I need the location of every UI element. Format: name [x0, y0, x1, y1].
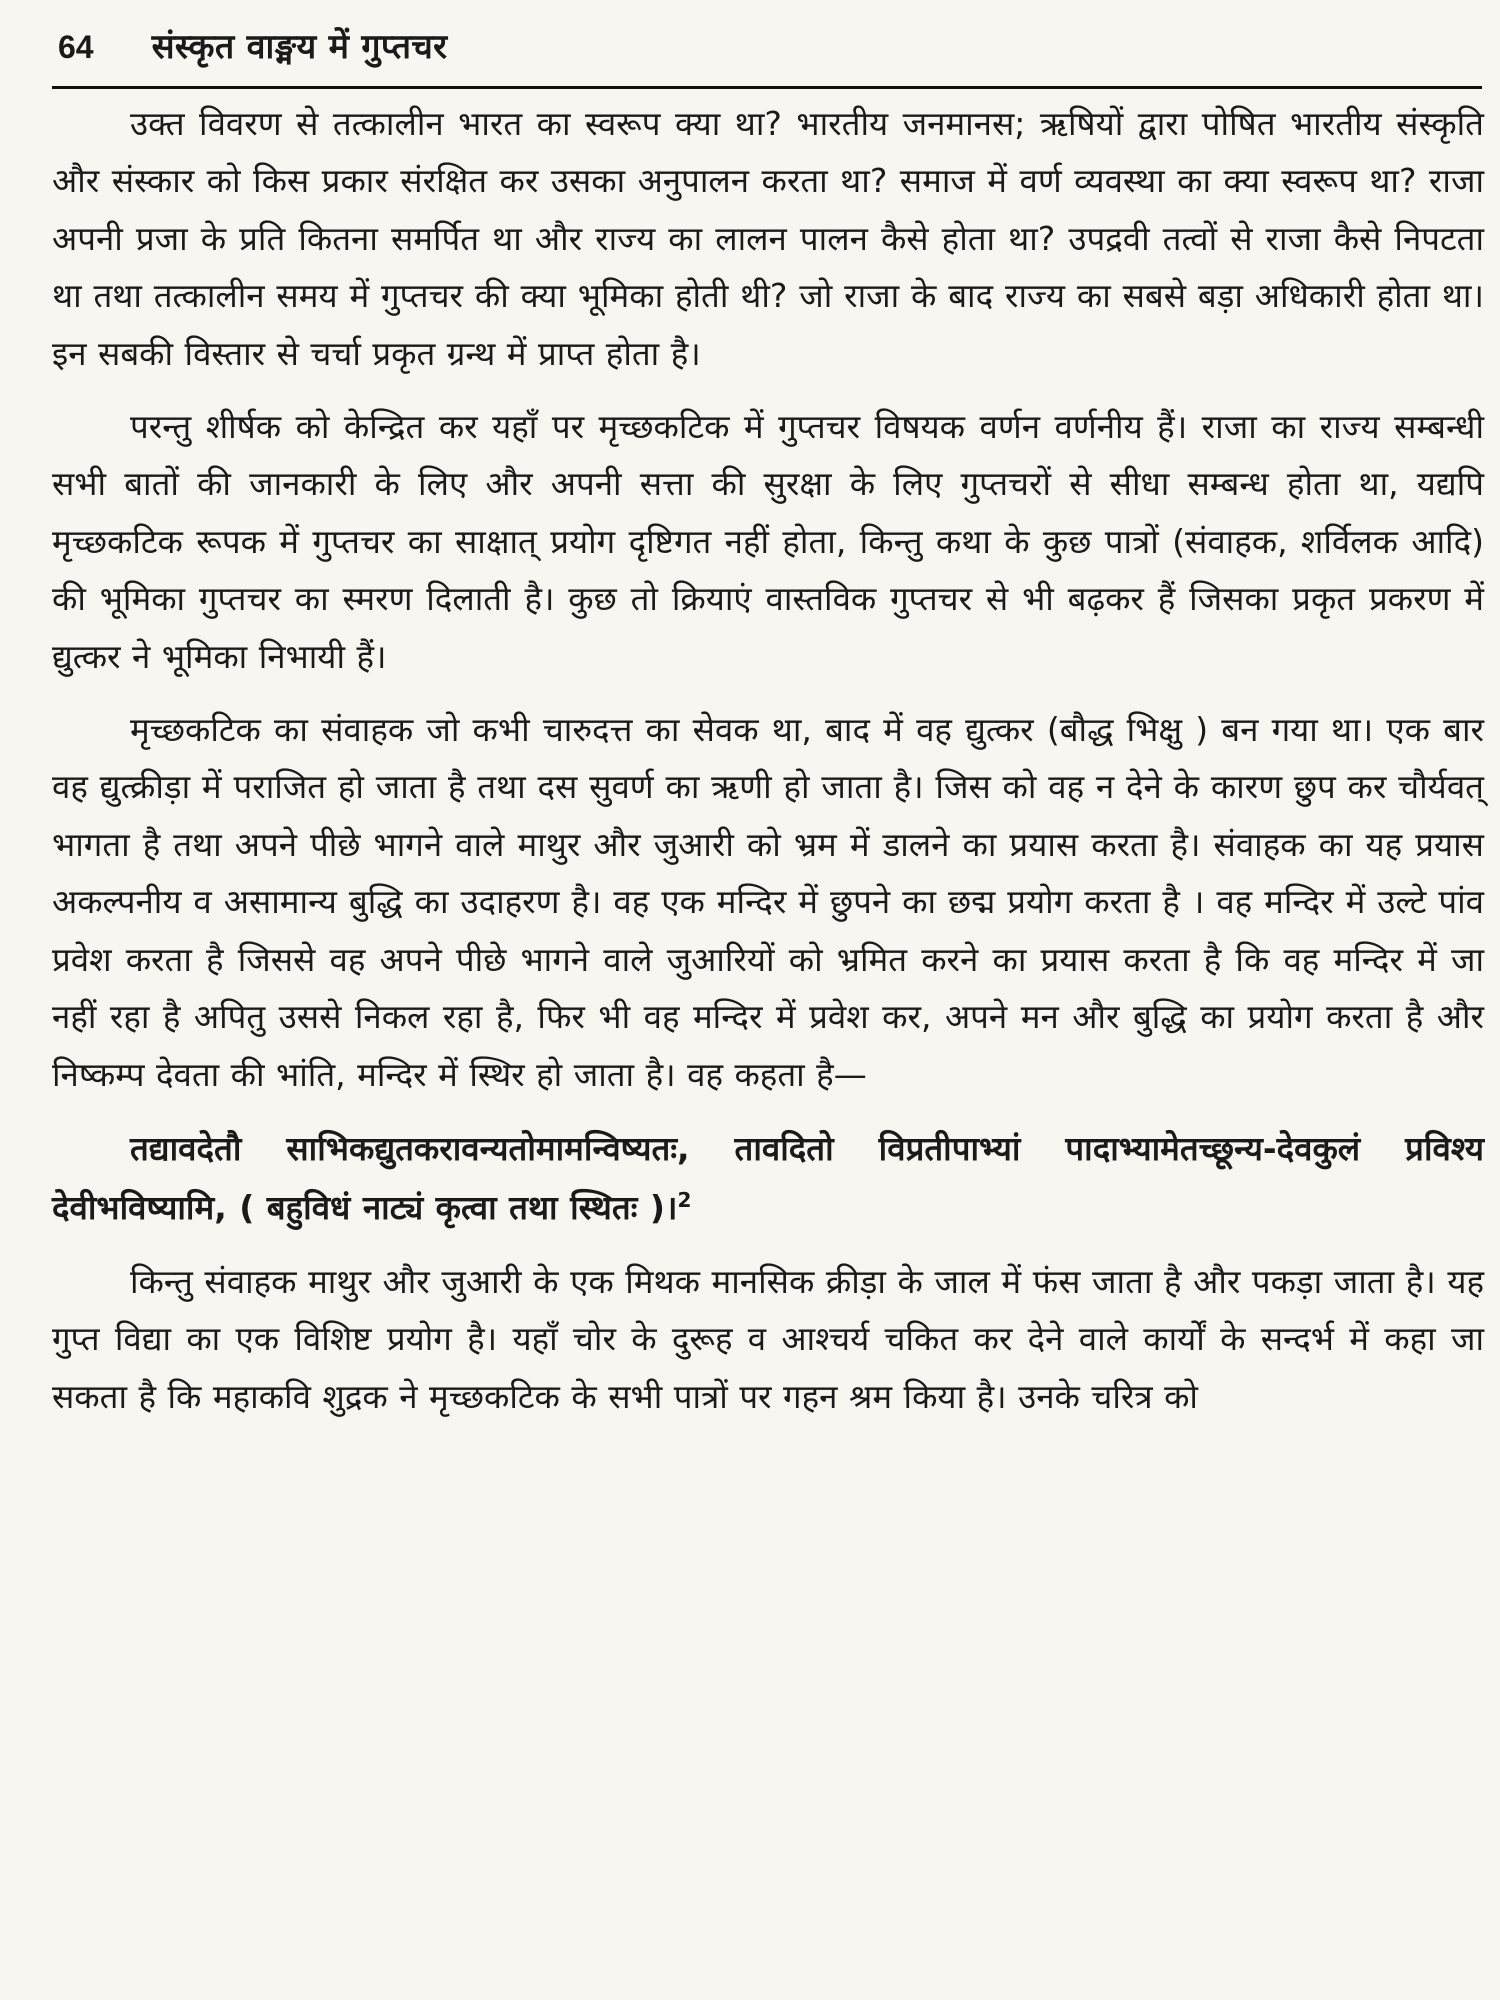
page-number: 64: [58, 29, 94, 65]
paragraph-1: उक्त विवरण से तत्कालीन भारत का स्वरूप क्या था? भारतीय जनमानस; ऋषियों द्वारा पोषित भारतीय संस्कृति और संस्कार को किस प्रकार संरक्षित कर उसका अनुपालन करता था? समाज में वर्ण व्यवस्था का क्या स्वरूप था? राजा अपनी प्रजा के प्रति कितना समर्पित था और राज्य का लालन पालन कैसे होता था? उपद्रवी तत्वों से राजा कैसे निपटता था तथा तत्कालीन समय में गुप्तचर की क्या भूमिका होती थी? जो राजा के बाद राज्य का सबसे बड़ा अधिकारी होता था। इन सबकी विस्तार से चर्चा प्रकृत ग्रन्थ में प्राप्त होता है।: [52, 104, 1484, 373]
paragraph-4: किन्तु संवाहक माथुर और जुआरी के एक मिथक मानसिक क्रीड़ा के जाल में फंस जाता है और पकड़ा जाता है। यह गुप्त विद्या का एक विशिष्ट प्रयोग है। यहाँ चोर के दुरूह व आश्चर्य चकित कर देने वाले कार्यों के सन्दर्भ में कहा जा सकता है कि महाकवि शुद्रक ने मृच्छकटिक के सभी पात्रों पर गहन श्रम किया है। उनके चरित्र को: [52, 1261, 1484, 1416]
sanskrit-quote-text: तद्यावदेतौ साभिकद्युतकरावन्यतोमामन्विष्यतः, तावदितो विप्रतीपाभ्यां पादाभ्यामेतच्छून्य-देवकुलं प्रविश्य देवीभविष्यामि, ( बहुविधं नाट्यं कृत्वा तथा स्थितः )।: [52, 1128, 1484, 1227]
paragraph-3: मृच्छकटिक का संवाहक जो कभी चारुदत्त का सेवक था, बाद में वह द्युत्कर (बौद्ध भिक्षु ) बन गया था। एक बार वह द्युत्क्रीड़ा में पराजित हो जाता है तथा दस सुवर्ण का ऋणी हो जाता है। जिस को वह न देने के कारण छुप कर चौर्यवत् भागता है तथा अपने पीछे भागने वाले माथुर और जुआरी को भ्रम में डालने का प्रयास करता है। संवाहक का यह प्रयास अकल्पनीय व असामान्य बुद्धि का उदाहरण है। वह एक मन्दिर में छुपने का छद्म प्रयोग करता है । वह मन्दिर में उल्टे पांव प्रवेश करता है जिससे वह अपने पीछे भागने वाले जुआरियों को भ्रमित करने का प्रयास करता है कि वह मन्दिर में जा नहीं रहा है अपितु उससे निकल रहा है, फिर भी वह मन्दिर में प्रवेश कर, अपने मन और बुद्धि का प्रयोग करता है और निष्कम्प देवता की भांति, मन्दिर में स्थिर हो जाता है। वह कहता है—: [52, 710, 1484, 1094]
running-title: संस्कृत वाङ्मय में गुप्तचर: [151, 27, 448, 67]
sanskrit-quote: [52, 1119, 1484, 1237]
header-rule: [52, 86, 1482, 89]
body-text: [52, 95, 1484, 1425]
footnote-ref[interactable]: 2: [677, 1187, 692, 1212]
paragraph-2: परन्तु शीर्षक को केन्द्रित कर यहाँ पर मृच्छकटिक में गुप्तचर विषयक वर्णन वर्णनीय हैं। राजा का राज्य सम्बन्धी सभी बातों की जानकारी के लिए और अपनी सत्ता की सुरक्षा के लिए गुप्तचरों से सीधा सम्बन्ध होता था, यद्यपि मृच्छकटिक रूपक में गुप्तचर का साक्षात् प्रयोग दृष्टिगत नहीं होता, किन्तु कथा के कुछ पात्रों (संवाहक, शर्विलक आदि) की भूमिका गुप्तचर का स्मरण दिलाती है। कुछ तो क्रियाएं वास्तविक गुप्तचर से भी बढ़कर हैं जिसका प्रकृत प्रकरण में द्युत्कर ने भूमिका निभायी हैं।: [52, 407, 1484, 676]
running-head: [52, 22, 1480, 78]
